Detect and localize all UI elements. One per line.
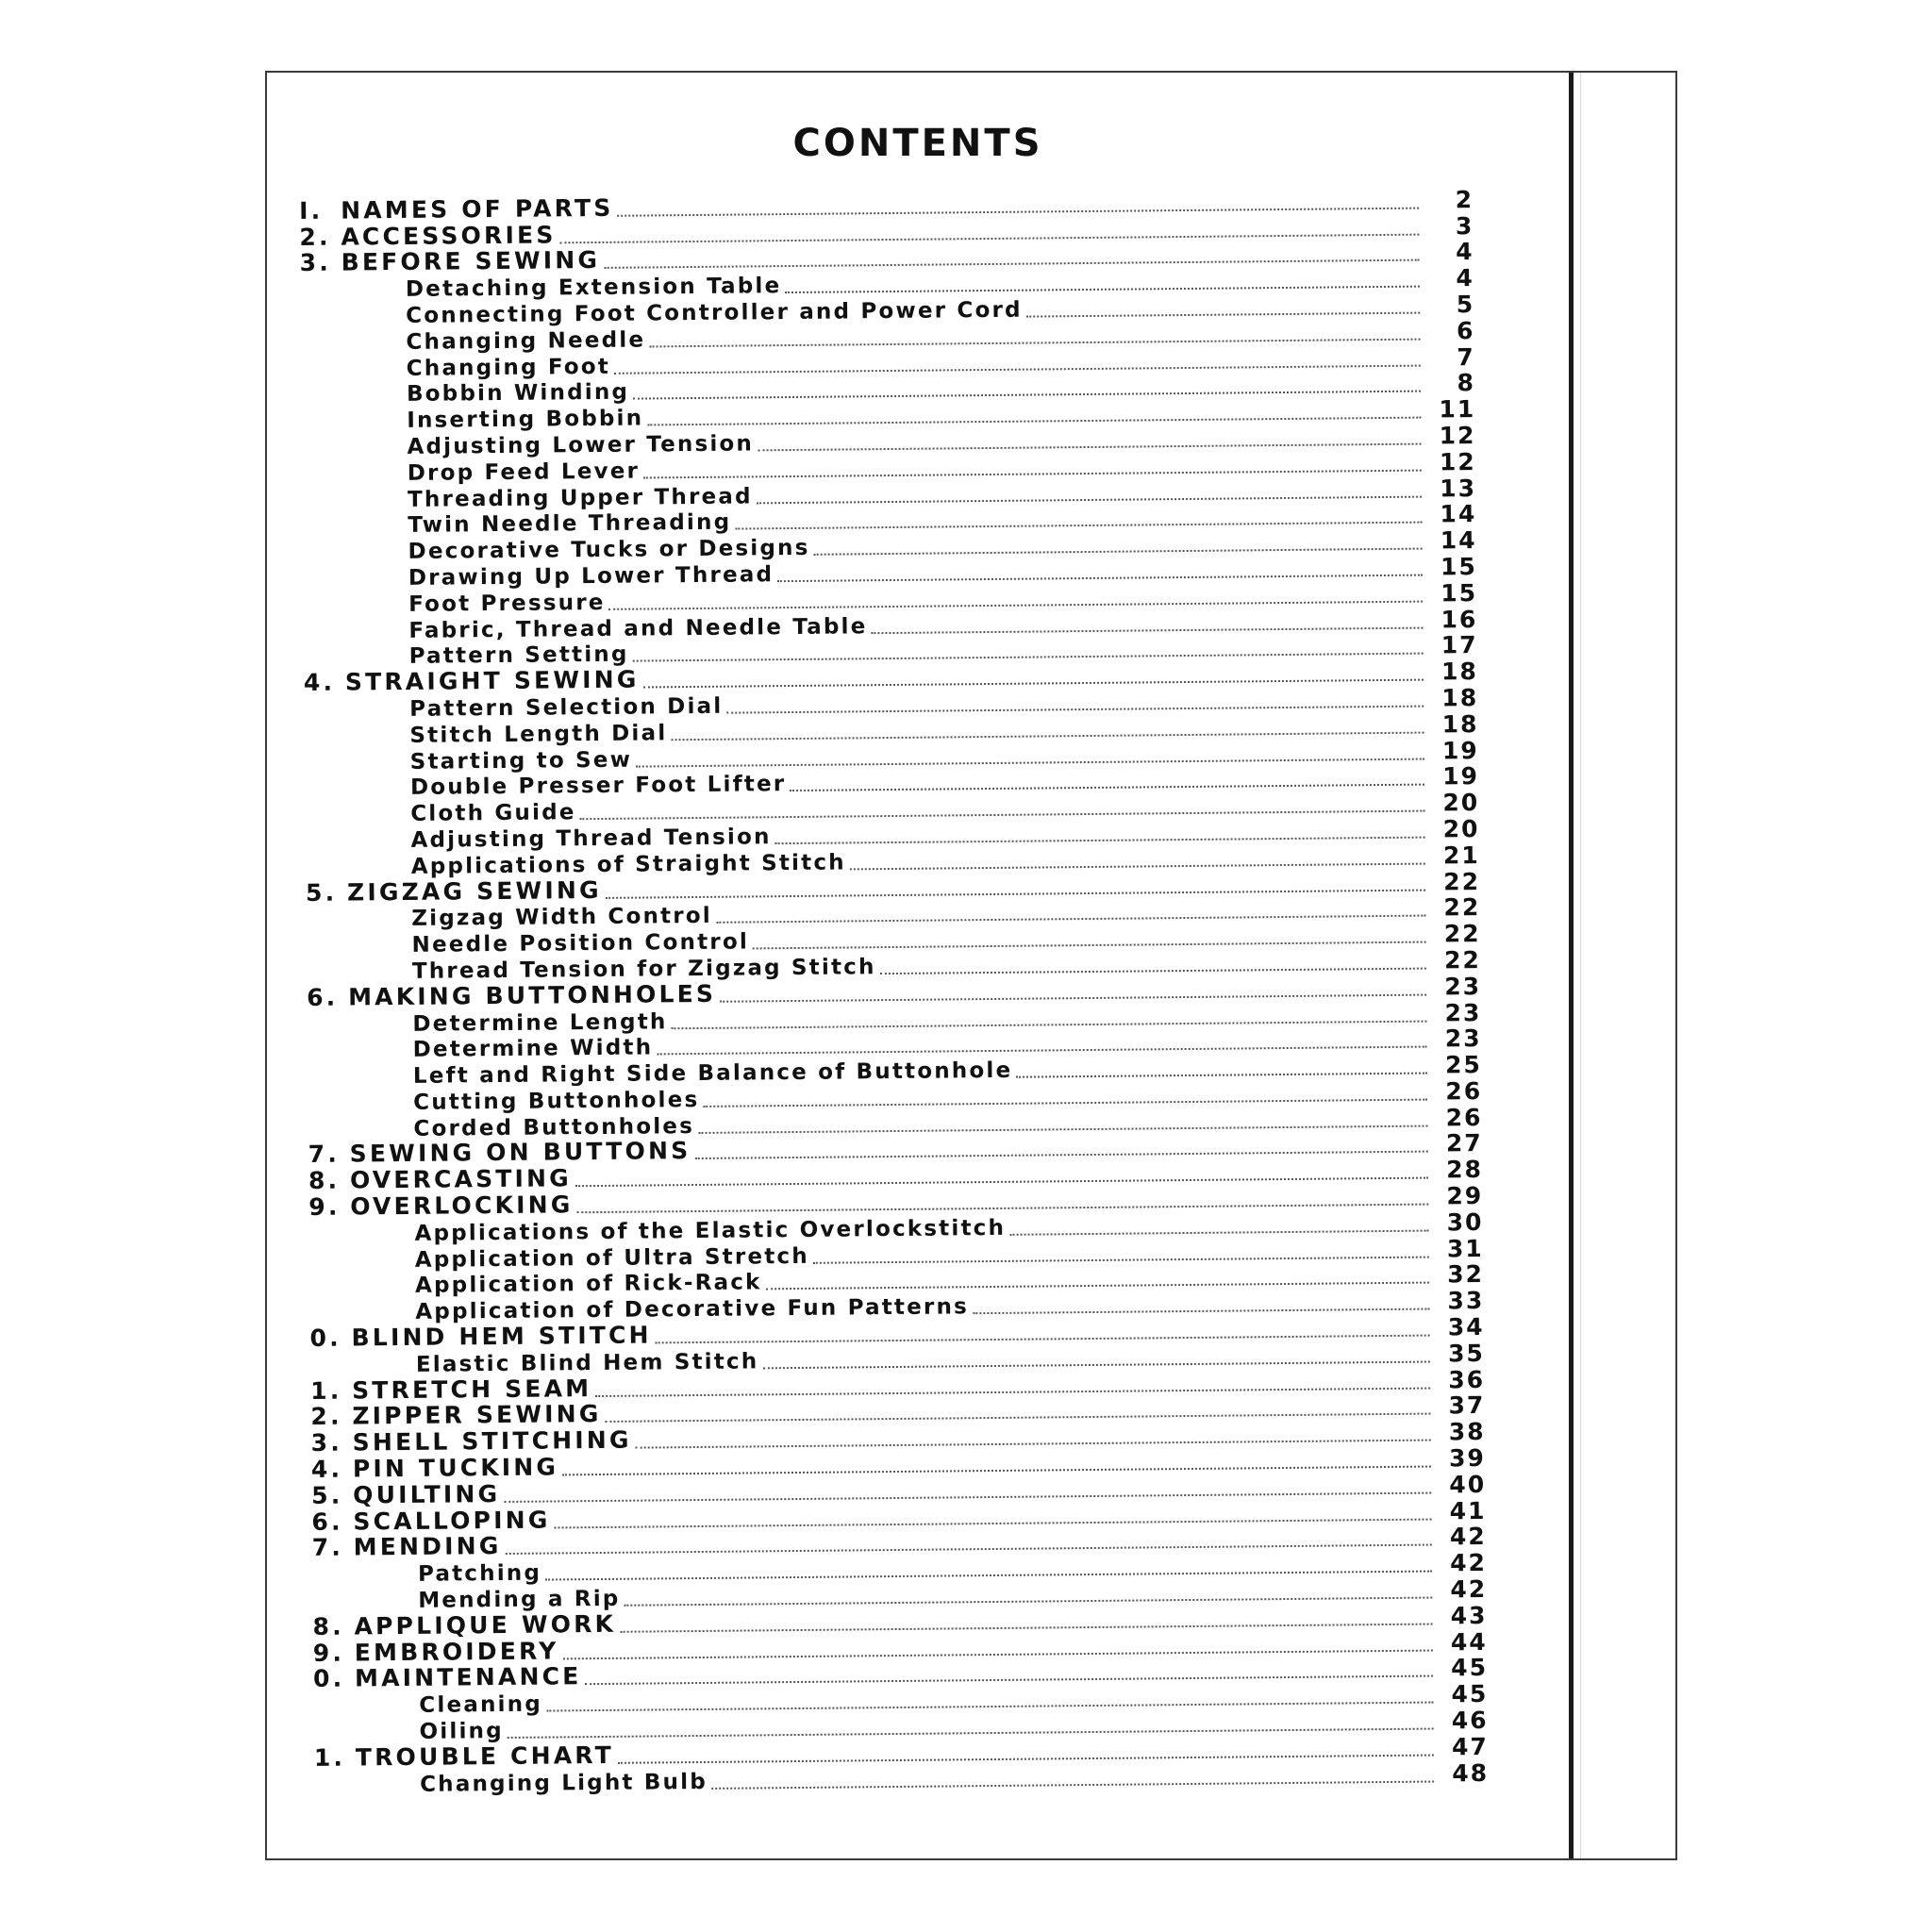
section-number: 9. bbox=[312, 1639, 345, 1667]
page-edge-shadow bbox=[1580, 73, 1581, 1858]
page-number: 5 bbox=[1456, 291, 1475, 319]
dot-leader bbox=[711, 1780, 1434, 1789]
page-number: 42 bbox=[1449, 1523, 1487, 1551]
entry-label: Application of Rick-Rack bbox=[414, 1270, 762, 1299]
entry-label: Adjusting Thread Tension bbox=[410, 824, 772, 853]
section-number: 0. bbox=[309, 1324, 342, 1353]
dot-leader bbox=[1026, 312, 1420, 318]
entry-label: Drawing Up Lower Thread bbox=[408, 562, 774, 591]
page-number: 28 bbox=[1446, 1156, 1484, 1184]
page-number: 11 bbox=[1439, 395, 1476, 424]
entry-label: Pattern Setting bbox=[408, 642, 629, 670]
entry-label: Pattern Selection Dial bbox=[409, 693, 724, 722]
entry-label: OVERLOCKING bbox=[350, 1191, 574, 1221]
entry-label: Twin Needle Threading bbox=[408, 509, 732, 539]
page-number: 18 bbox=[1441, 683, 1479, 712]
page-number: 46 bbox=[1451, 1706, 1489, 1735]
dot-leader bbox=[872, 626, 1424, 634]
page-number: 19 bbox=[1442, 762, 1480, 791]
entry-label: EMBROIDERY bbox=[354, 1637, 559, 1667]
entry-label: Connecting Foot Controller and Power Cord bbox=[406, 297, 1023, 328]
entry-label: Starting to Sew bbox=[409, 747, 633, 774]
table-of-contents bbox=[299, 187, 1489, 1797]
entry-label: Determine Width bbox=[412, 1035, 654, 1063]
page-number: 37 bbox=[1448, 1391, 1486, 1420]
entry-label: Elastic Blind Hem Stitch bbox=[415, 1349, 759, 1377]
section-number: 7. bbox=[311, 1534, 344, 1562]
page-number: 4 bbox=[1456, 264, 1475, 292]
entry-label: BLIND HEM STITCH bbox=[351, 1321, 652, 1352]
section-number: 5. bbox=[311, 1481, 343, 1509]
entry-label: Left and Right Side Balance of Buttonhole bbox=[412, 1058, 1013, 1089]
section-number: 0. bbox=[312, 1665, 345, 1693]
entry-label: Mending a Rip bbox=[418, 1586, 621, 1613]
page-edge-rule bbox=[1569, 73, 1574, 1858]
entry-label: STRETCH SEAM bbox=[351, 1374, 592, 1405]
section-number: 4. bbox=[310, 1455, 343, 1483]
section-number: 1. bbox=[309, 1376, 342, 1405]
page-number: 26 bbox=[1445, 1076, 1483, 1106]
entry-label: Cutting Buttonholes bbox=[413, 1087, 700, 1115]
page-number: 4 bbox=[1456, 238, 1474, 266]
entry-label: Decorative Tucks or Designs bbox=[408, 535, 810, 565]
page-number: 15 bbox=[1441, 578, 1478, 608]
entry-label: BEFORE SEWING bbox=[341, 246, 601, 276]
page-number: 22 bbox=[1443, 867, 1481, 895]
entry-label: Detaching Extension Table bbox=[405, 274, 782, 303]
page-number: 20 bbox=[1442, 814, 1480, 843]
section-number: 6. bbox=[311, 1507, 343, 1536]
page-number: 43 bbox=[1450, 1601, 1488, 1630]
page-number: 14 bbox=[1440, 526, 1477, 555]
page-number: 23 bbox=[1444, 1024, 1482, 1053]
entry-label: TROUBLE CHART bbox=[355, 1740, 615, 1772]
page-number: 14 bbox=[1440, 500, 1477, 528]
dot-leader bbox=[973, 1308, 1429, 1315]
page-number: 40 bbox=[1449, 1470, 1487, 1499]
section-number: 1. bbox=[313, 1743, 346, 1772]
section-number: 6. bbox=[306, 983, 339, 1011]
page-number: 12 bbox=[1439, 447, 1476, 476]
entry-label: Needle Position Control bbox=[411, 929, 750, 958]
entry-label: PIN TUCKING bbox=[352, 1453, 559, 1483]
entry-label: ZIPPER SEWING bbox=[352, 1400, 602, 1430]
entry-label: Zigzag Width Control bbox=[411, 904, 713, 932]
page-number: 15 bbox=[1440, 552, 1477, 581]
page-number: 34 bbox=[1447, 1313, 1485, 1341]
section-number: 5. bbox=[305, 878, 338, 907]
entry-label: Oiling bbox=[419, 1719, 504, 1744]
page-number: 19 bbox=[1441, 736, 1479, 764]
page-number: 42 bbox=[1450, 1575, 1488, 1604]
page-number: 12 bbox=[1439, 422, 1476, 450]
entry-label: Changing Needle bbox=[406, 327, 646, 355]
page-number: 33 bbox=[1447, 1287, 1485, 1315]
entry-label: Thread Tension for Zigzag Stitch bbox=[411, 955, 876, 984]
page-number: 45 bbox=[1451, 1680, 1489, 1708]
section-number: I. bbox=[298, 196, 324, 225]
page-number: 48 bbox=[1452, 1758, 1490, 1787]
dot-leader bbox=[880, 967, 1426, 974]
entry-label: Corded Buttonholes bbox=[413, 1113, 695, 1141]
entry-label: Determine Length bbox=[412, 1008, 668, 1037]
page-number: 22 bbox=[1443, 945, 1481, 974]
section-number: 2. bbox=[299, 223, 331, 251]
entry-label: Changing Foot bbox=[406, 354, 611, 381]
page-number: 20 bbox=[1442, 789, 1480, 817]
page-number: 16 bbox=[1441, 605, 1478, 633]
dot-leader bbox=[1009, 1229, 1428, 1235]
entry-label: Threading Upper Thread bbox=[407, 483, 753, 512]
page-number: 31 bbox=[1446, 1234, 1484, 1263]
section-number: 4. bbox=[303, 668, 336, 697]
entry-label: Drop Feed Lever bbox=[407, 458, 641, 486]
page-number: 7 bbox=[1457, 342, 1475, 371]
entry-label: Cloth Guide bbox=[410, 800, 576, 827]
entry-label: SEWING ON BUTTONS bbox=[349, 1137, 691, 1169]
entry-label: SCALLOPING bbox=[353, 1506, 551, 1536]
dot-leader bbox=[850, 862, 1425, 870]
page-number: 41 bbox=[1449, 1496, 1487, 1524]
entry-label: Bobbin Winding bbox=[406, 380, 630, 408]
entry-label: Fabric, Thread and Needle Table bbox=[408, 613, 868, 643]
page-number: 22 bbox=[1443, 920, 1481, 948]
page-number: 45 bbox=[1451, 1654, 1489, 1682]
entry-label: MAKING BUTTONHOLES bbox=[347, 979, 717, 1011]
page-number: 36 bbox=[1448, 1365, 1486, 1394]
entry-label: STRAIGHT SEWING bbox=[344, 665, 640, 696]
entry-label: ACCESSORIES bbox=[341, 220, 557, 251]
section-number: 7. bbox=[308, 1141, 341, 1169]
section-number: 8. bbox=[308, 1166, 341, 1195]
entry-label: NAMES OF PARTS bbox=[340, 193, 614, 225]
entry-label: Applications of the Elastic Overlockstitch bbox=[414, 1215, 1007, 1246]
page-number: 6 bbox=[1456, 316, 1475, 345]
page-number: 32 bbox=[1447, 1260, 1485, 1289]
entry-label: Changing Light Bulb bbox=[420, 1769, 708, 1797]
page-number: 35 bbox=[1447, 1339, 1485, 1368]
page-number: 3 bbox=[1455, 211, 1474, 240]
page-number: 29 bbox=[1446, 1182, 1484, 1210]
entry-label: ZIGZAG SEWING bbox=[346, 875, 602, 907]
entry-label: Application of Ultra Stretch bbox=[414, 1243, 809, 1273]
section-number: 8. bbox=[312, 1612, 344, 1641]
page-number: 2 bbox=[1455, 185, 1474, 214]
section-number: 9. bbox=[308, 1192, 341, 1222]
dot-leader bbox=[1016, 1073, 1427, 1078]
entry-label: Cleaning bbox=[419, 1691, 543, 1719]
page-number: 25 bbox=[1444, 1051, 1483, 1079]
page-number: 39 bbox=[1448, 1444, 1487, 1473]
page-number: 44 bbox=[1450, 1627, 1488, 1656]
entry-label: Stitch Length Dial bbox=[409, 721, 668, 748]
entry-label: OVERCASTING bbox=[349, 1164, 573, 1194]
entry-label: MAINTENANCE bbox=[354, 1662, 582, 1692]
entry-label: SHELL STITCHING bbox=[352, 1425, 632, 1457]
page-number: 42 bbox=[1450, 1549, 1488, 1577]
section-number: 3. bbox=[310, 1428, 343, 1457]
entry-label: Applications of Straight Stitch bbox=[410, 850, 846, 879]
page-number: 22 bbox=[1443, 893, 1481, 922]
page-number: 23 bbox=[1444, 998, 1482, 1026]
page-number: 30 bbox=[1446, 1208, 1484, 1237]
entry-label: MENDING bbox=[353, 1532, 502, 1561]
entry-label: Double Presser Foot Lifter bbox=[409, 772, 787, 801]
page-number: 27 bbox=[1445, 1129, 1483, 1158]
entry-label: Foot Pressure bbox=[408, 590, 606, 617]
page-number: 47 bbox=[1451, 1732, 1489, 1761]
entry-label: APPLIQUE WORK bbox=[354, 1609, 617, 1641]
page-number: 26 bbox=[1445, 1103, 1483, 1132]
entry-label: QUILTING bbox=[353, 1479, 501, 1509]
page-number: 13 bbox=[1440, 474, 1477, 502]
page-number: 21 bbox=[1442, 841, 1480, 870]
page-number: 38 bbox=[1448, 1418, 1486, 1446]
page-number: 8 bbox=[1457, 369, 1476, 397]
page-title: CONTENTS bbox=[792, 122, 1043, 165]
entry-label: Adjusting Lower Tension bbox=[407, 431, 755, 459]
document-page bbox=[265, 71, 1677, 1860]
entry-label: Application of Decorative Fun Patterns bbox=[415, 1294, 970, 1325]
entry-label: Patching bbox=[417, 1560, 542, 1588]
section-number: 2. bbox=[310, 1403, 342, 1431]
entry-label: Inserting Bobbin bbox=[407, 406, 644, 434]
section-number: 3. bbox=[299, 249, 332, 277]
page-number: 23 bbox=[1444, 972, 1482, 1001]
page-number: 18 bbox=[1441, 709, 1479, 739]
page-number: 18 bbox=[1441, 658, 1479, 686]
page-number: 17 bbox=[1441, 631, 1478, 659]
